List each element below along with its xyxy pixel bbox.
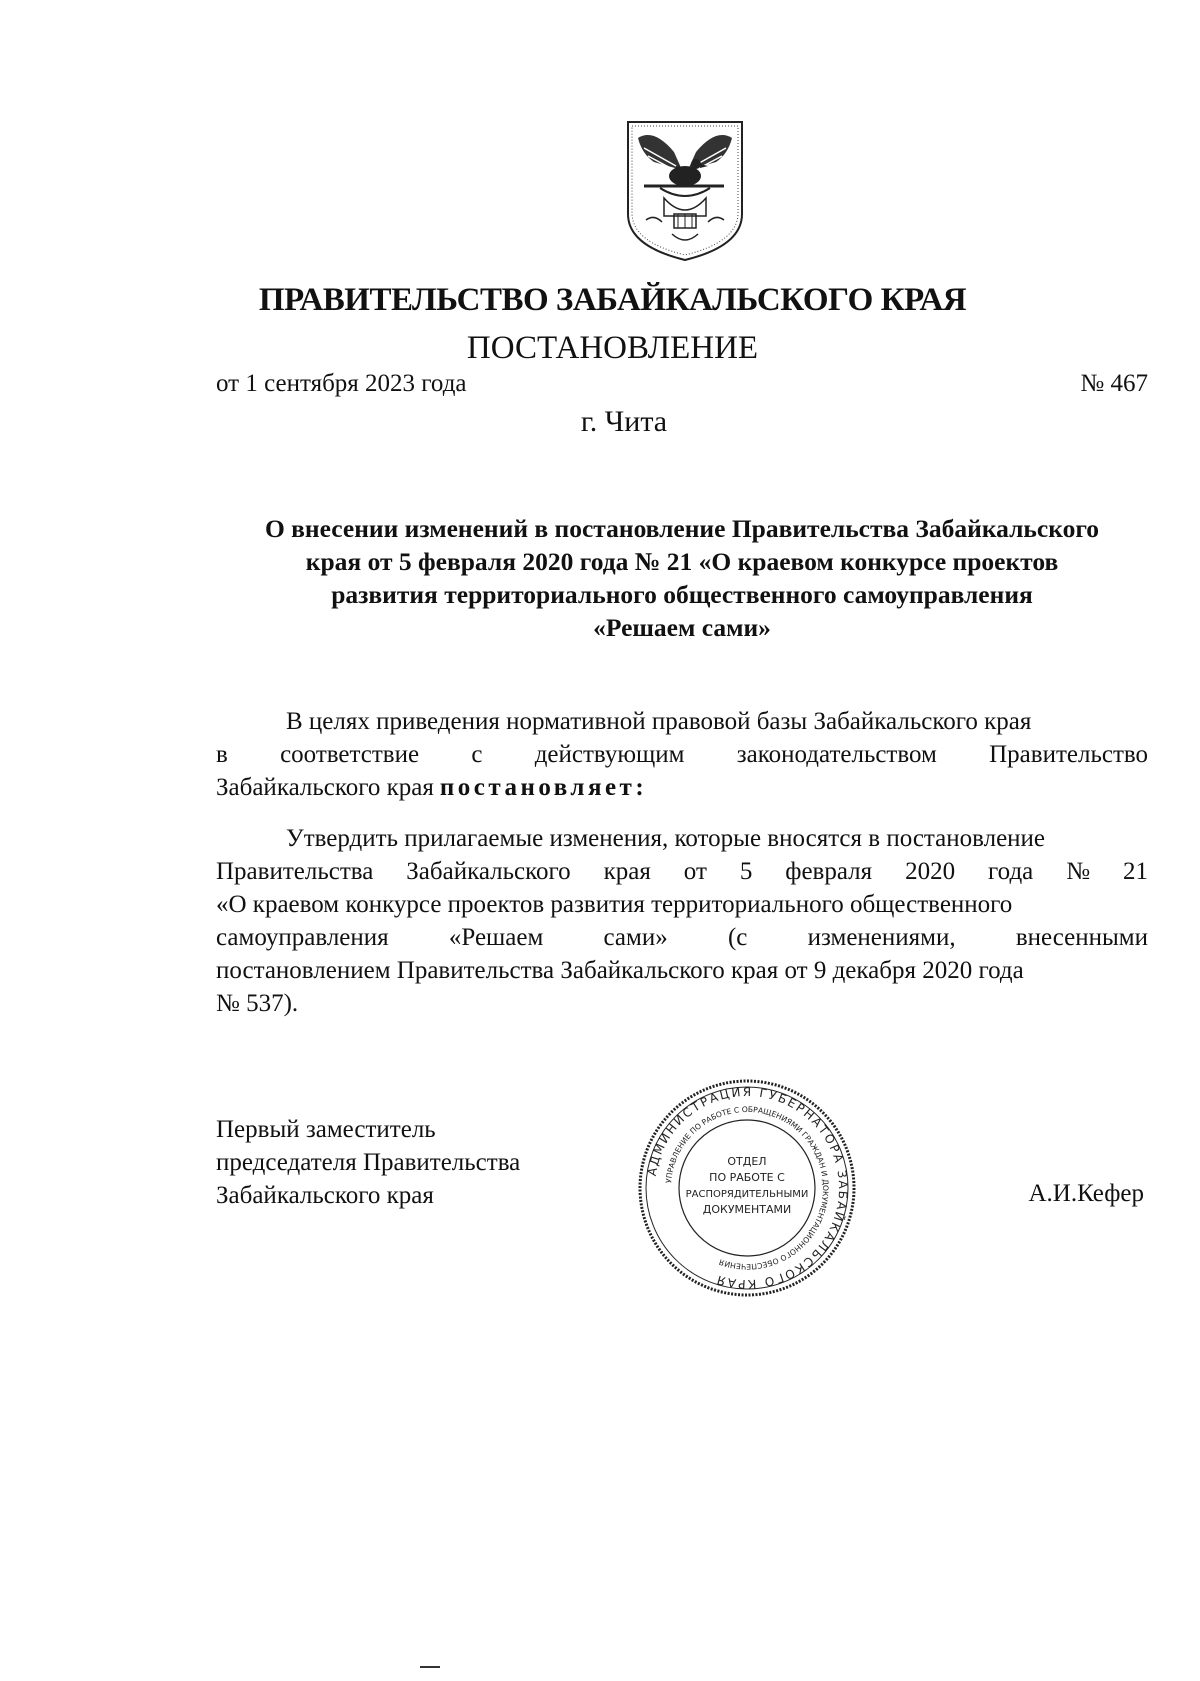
word: Забайкальского — [406, 858, 571, 885]
signer-position — [216, 1113, 520, 1212]
subject-line: развития территориального общественного самоуправления — [331, 580, 1033, 609]
word: с — [471, 741, 483, 768]
word: края — [603, 858, 651, 885]
decision-paragraph — [216, 822, 1148, 1020]
word: законодательством — [736, 741, 937, 768]
line-text: постановлением Правительства Забайкальского края от 9 декабря 2020 года — [216, 957, 1024, 984]
document-type: ПОСТАНОВЛЕНИЕ — [466, 330, 759, 366]
word: (с — [727, 924, 748, 951]
line-text: «О краевом конкурсе проектов развития территориального общественного — [216, 891, 1013, 918]
stamp-center-line: ДОКУМЕНТАМИ — [702, 1203, 792, 1216]
word: «Решаем — [448, 924, 544, 951]
line-text: № 537). — [216, 990, 299, 1017]
word: 21 — [1123, 858, 1148, 885]
word: 2020 — [905, 858, 956, 885]
svg-text:УПРАВЛЕНИЕ ПО РАБОТЕ С ОБРАЩЕН — [664, 1105, 830, 1271]
preamble-paragraph — [216, 705, 1148, 804]
word: в — [216, 741, 228, 768]
paragraph-line — [216, 705, 1148, 738]
paragraph-line — [216, 987, 1148, 1020]
coat-of-arms-icon — [624, 118, 746, 262]
word: Правительство — [989, 741, 1148, 768]
decree-word: постановляет: — [439, 774, 648, 801]
official-stamp — [636, 1077, 858, 1299]
stamp-center-line: ПО РАБОТЕ С — [709, 1171, 785, 1184]
scan-mark — [420, 1666, 440, 1668]
stamp-outer-text: АДМИНИСТРАЦИЯ ГУБЕРНАТОРА ЗАБАЙКАЛЬСКОГО КРАЯ — [644, 1084, 851, 1292]
position-line: Первый заместитель — [216, 1116, 436, 1143]
position-line: председателя Правительства — [216, 1149, 521, 1176]
document-date: от 1 сентября 2023 года — [216, 370, 467, 397]
word: 5 — [739, 858, 753, 885]
stamp-center-line: РАСПОРЯДИТЕЛЬНЫМИ — [685, 1189, 809, 1200]
word: февраля — [785, 858, 873, 885]
word: действующим — [534, 741, 685, 768]
word: от — [683, 858, 707, 885]
line-text: Забайкальского края — [216, 774, 434, 801]
word: Правительства — [216, 858, 374, 885]
paragraph-line — [216, 888, 1148, 921]
word: года — [988, 858, 1034, 885]
word: сами» — [603, 924, 668, 951]
paragraph-line — [216, 921, 1148, 954]
document-number: № 467 — [1080, 370, 1148, 397]
paragraph-line — [216, 738, 1148, 771]
government-title: ПРАВИТЕЛЬСТВО ЗАБАЙКАЛЬСКОГО КРАЯ — [258, 282, 967, 318]
word: внесенными — [1015, 924, 1148, 951]
document-city: г. Чита — [580, 405, 668, 438]
subject-line: «Решаем сами» — [593, 613, 771, 642]
word: самоуправления — [216, 924, 389, 951]
paragraph-line — [216, 855, 1148, 888]
paragraph-line — [216, 822, 1148, 855]
word: № — [1066, 858, 1091, 885]
word: изменениями, — [807, 924, 956, 951]
line-text: Утвердить прилагаемые изменения, которые вносятся в постановление — [286, 825, 1046, 852]
word: соответствие — [280, 741, 420, 768]
paragraph-line — [216, 954, 1148, 987]
position-line: Забайкальского края — [216, 1182, 434, 1209]
stamp-center-line: ОТДЕЛ — [727, 1155, 767, 1168]
line-text: В целях приведения нормативной правовой базы Забайкальского края — [286, 708, 1032, 735]
document-subject — [216, 512, 1148, 644]
stamp-inner-text: УПРАВЛЕНИЕ ПО РАБОТЕ С ОБРАЩЕНИЯМИ ГРАЖДАН И ДОКУМЕНТАЦИОННОГО ОБЕСПЕЧЕНИЯ — [664, 1104, 831, 1272]
signer-name: А.И.Кефер — [1028, 1180, 1144, 1207]
subject-line: края от 5 февраля 2020 года № 21 «О краевом конкурсе проектов — [305, 547, 1059, 576]
subject-line: О внесении изменений в постановление Правительства Забайкальского — [264, 514, 1100, 543]
paragraph-line — [216, 771, 1148, 804]
